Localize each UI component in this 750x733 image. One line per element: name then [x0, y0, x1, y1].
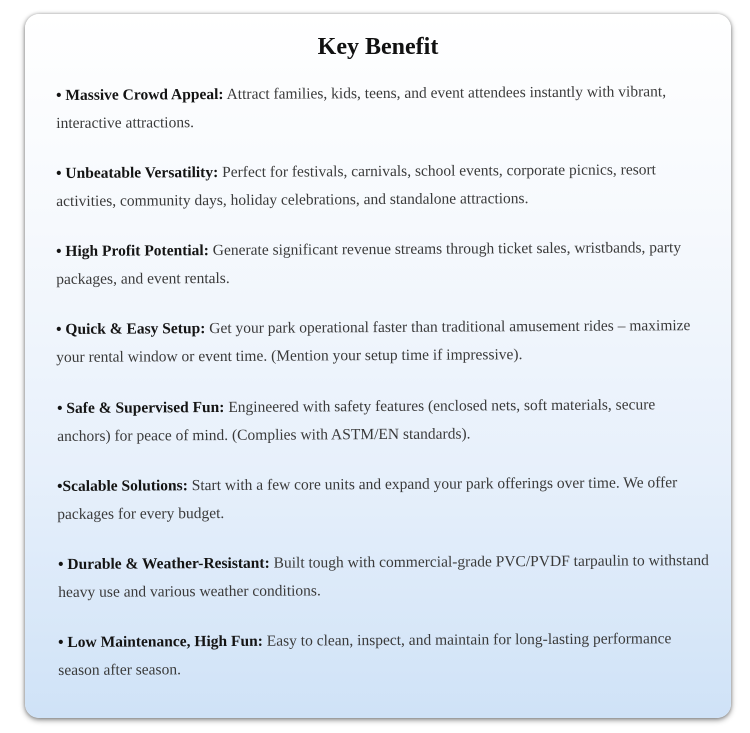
benefit-heading: • Safe & Supervised Fun:	[57, 398, 225, 417]
benefit-heading: •Scalable Solutions:	[57, 477, 188, 495]
benefit-heading: • Unbeatable Versatility:	[56, 164, 219, 182]
benefits-card	[25, 14, 731, 718]
benefit-text: Generate significant revenue streams through ticket sales, wristbands, party packages, and event rentals.	[56, 239, 682, 288]
benefit-item	[58, 625, 713, 685]
benefit-item	[57, 469, 712, 529]
benefit-text: Attract families, kids, teens, and event attendees instantly with vibrant, interactive attractions.	[56, 83, 667, 132]
benefit-item	[56, 234, 711, 294]
benefit-item	[57, 391, 712, 451]
benefit-heading: • Massive Crowd Appeal:	[56, 85, 224, 104]
page-title: Key Benefit	[317, 34, 439, 60]
benefit-text: Perfect for festivals, carnivals, school events, corporate picnics, resort activities, community days, holiday celebrations, and standalone attractions.	[56, 161, 656, 210]
benefit-heading: • Low Maintenance, High Fun:	[58, 632, 263, 651]
benefit-heading: • High Profit Potential:	[56, 242, 209, 260]
benefit-text: Get your park operational faster than traditional amusement rides – maximize your rental window or event time. (Mention your setup time if impressive).	[56, 317, 691, 366]
benefit-text: Start with a few core units and expand your park offerings over time. We offer packages for every budget.	[57, 474, 678, 523]
benefit-item	[56, 312, 711, 372]
benefit-heading: • Quick & Easy Setup:	[56, 320, 206, 338]
benefit-text: Built tough with commercial-grade PVC/PVDF tarpaulin to withstand heavy use and various weather conditions.	[58, 552, 709, 601]
benefit-item	[56, 78, 711, 138]
benefit-text: Easy to clean, inspect, and maintain for long-lasting performance season after season.	[58, 630, 672, 679]
benefit-heading: • Durable & Weather-Resistant:	[58, 554, 270, 573]
benefit-item	[58, 547, 713, 607]
benefit-item	[56, 156, 711, 216]
benefit-text: Engineered with safety features (enclosed nets, soft materials, secure anchors) for peace of mind. (Complies with ASTM/EN standards).	[57, 396, 656, 445]
